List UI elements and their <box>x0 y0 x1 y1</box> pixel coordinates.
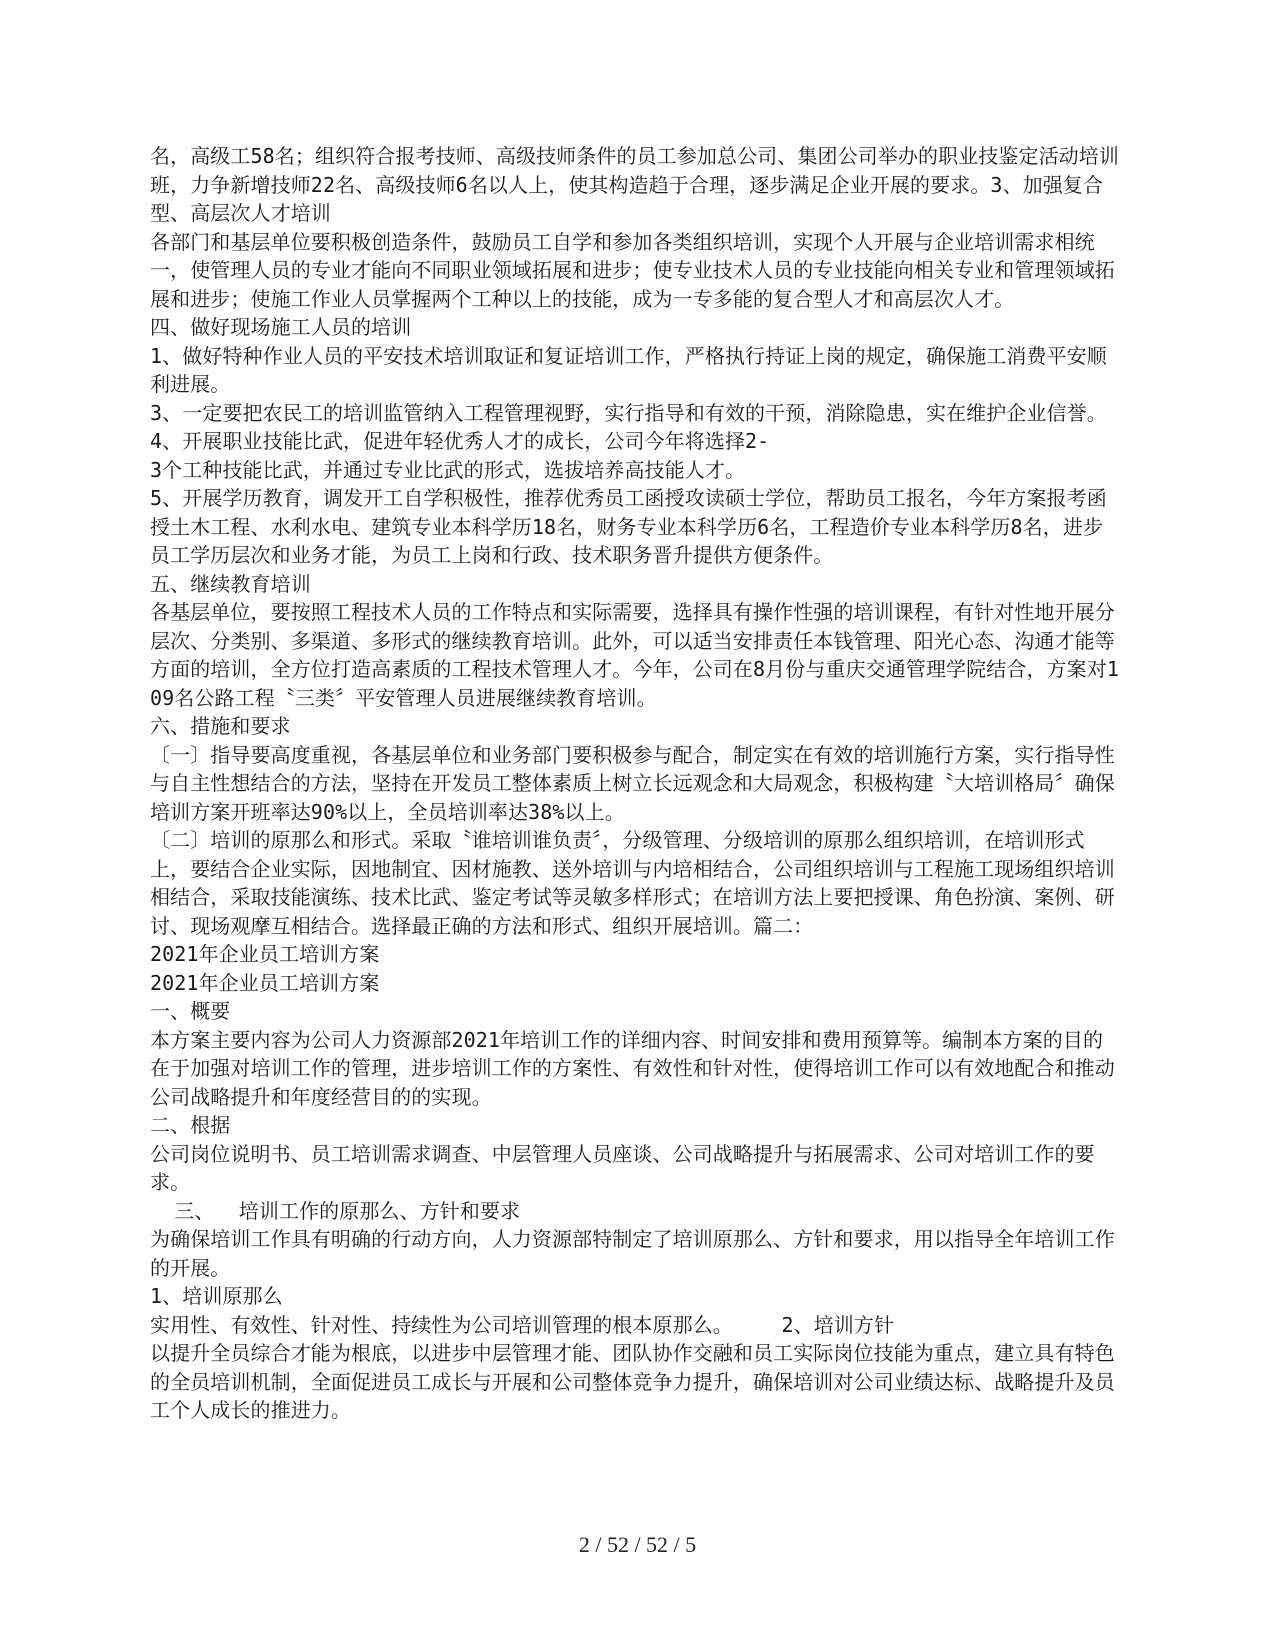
document-title: 2021年企业员工培训方案 <box>150 970 380 995</box>
paragraph: 〔二〕培训的原那么和形式。采取〝谁培训谁负责〞，分级管理、分级培训的原那么组织培训，在培训形式上，要结合企业实际，因地制宜、因材施教、送外培训与内培相结合，公司组织培训与工程施工现场组织培训相结合，采取技能演练、技术比武、鉴定考试等灵敏多样形式；在培训方法上要把授课、角色扮演、案例、研讨、现场观摩互相结合。选择最正确的方法和形式、组织开展培训。篇二： <box>150 828 1115 938</box>
paragraph: 实用性、有效性、针对性、持续性为公司培训管理的根本原那么。 2、培训方针 <box>150 1312 895 1337</box>
paragraph: 名，高级工58名；组织符合报考技师、高级技师条件的员工参加总公司、集团公司举办的职业技鉴定活动培训班，力争新增技师22名、高级技师6名以人上，使其构造趋于合理，逐步满足企业开展的要求。3、加强复合型、高层次人才培训 <box>150 144 1119 225</box>
paragraph: 〔一〕指导要高度重视，各基层单位和业务部门要积极参与配合，制定实在有效的培训施行方案，实行指导性与自主性想结合的方法，坚持在开发员工整体素质上树立长远观念和大局观念，积极构建〝大培训格局〞确保培训方案开班率达90%以上，全员培训率达38%以上。 <box>150 742 1115 824</box>
section-heading: 二、根据 <box>150 1113 231 1137</box>
paragraph: 3个工种技能比武，并通过专业比武的形式，选拔培养高技能人才。 <box>150 457 746 482</box>
page-number: 2 / 52 / 52 / 5 <box>578 1532 697 1557</box>
paragraph: 本方案主要内容为公司人力资源部2021年培训工作的详细内容、时间安排和费用预算等。编制本方案的目的在于加强对培训工作的管理，进步培训工作的方案性、有效性和针对性，使得培训工作可以有效地配合和推动公司战略提升和年度经营目的的实现。 <box>150 1027 1115 1109</box>
document-title: 2021年企业员工培训方案 <box>150 942 380 966</box>
section-heading: 五、继续教育培训 <box>150 571 311 596</box>
paragraph: 公司岗位说明书、员工培训需求调查、中层管理人员座谈、公司战略提升与拓展需求、公司对培训工作的要求。 <box>150 1141 1095 1194</box>
section-heading: 四、做好现场施工人员的培训 <box>150 315 412 339</box>
section-heading: 三、 培训工作的原那么、方针和要求 <box>150 1198 521 1223</box>
paragraph: 各部门和基层单位要积极创造条件，鼓励员工自学和参加各类组织培训，实现个人开展与企业培训需求相统一，使管理人员的专业才能向不同职业领域拓展和进步；使专业技术人员的专业技能向相关专业和管理领域拓展和进步；使施工作业人员掌握两个工种以上的技能，成为一专多能的复合型人才和高层次人才。 <box>150 229 1115 311</box>
subsection-heading: 1、培训原那么 <box>150 1284 283 1308</box>
section-heading: 一、概要 <box>150 999 231 1023</box>
paragraph: 各基层单位，要按照工程技术人员的工作特点和实际需要，选择具有操作性强的培训课程，有针对性地开展分层次、分类别、多渠道、多形式的继续教育培训。此外，可以适当安排责任本钱管理、阳光心态、沟通才能等方面的培训，全方位打造高素质的工程技术管理人才。今年，公司在8月份与重庆交通管理学院结合，方案对109名公路工程〝三类〞平安管理人员进展继续教育培训。 <box>150 600 1119 710</box>
paragraph: 1、做好特种作业人员的平安技术培训取证和复证培训工作，严格执行持证上岗的规定，确保施工消费平安顺利进展。 <box>150 343 1107 396</box>
paragraph: 4、开展职业技能比武，促进年轻优秀人才的成长，公司今年将选择2- <box>150 429 770 453</box>
paragraph: 以提升全员综合才能为根底，以进步中层管理才能、团队协作交融和员工实际岗位技能为重点，建立具有特色的全员培训机制，全面促进员工成长与开展和公司整体竞争力提升，确保培训对公司业绩达标、战略提升及员工个人成长的推进力。 <box>150 1341 1115 1422</box>
paragraph: 5、开展学历教育，调发开工自学积极性，推荐优秀员工函授攻读硕士学位，帮助员工报名，今年方案报考函授土木工程、水利水电、建筑专业本科学历18名，财务专业本科学历6名，工程造价专业本科学历8名，进步员工学历层次和业务才能，为员工上岗和行政、技术职务晋升提供方便条件。 <box>150 486 1107 567</box>
document-body <box>150 142 1120 1425</box>
section-heading: 六、措施和要求 <box>150 714 291 738</box>
paragraph: 为确保培训工作具有明确的行动方向，人力资源部特制定了培训原那么、方针和要求，用以指导全年培训工作的开展。 <box>150 1227 1115 1280</box>
paragraph: 3、一定要把农民工的培训监管纳入工程管理视野，实行指导和有效的干预，消除隐患，实在维护企业信誉。 <box>150 400 1107 425</box>
